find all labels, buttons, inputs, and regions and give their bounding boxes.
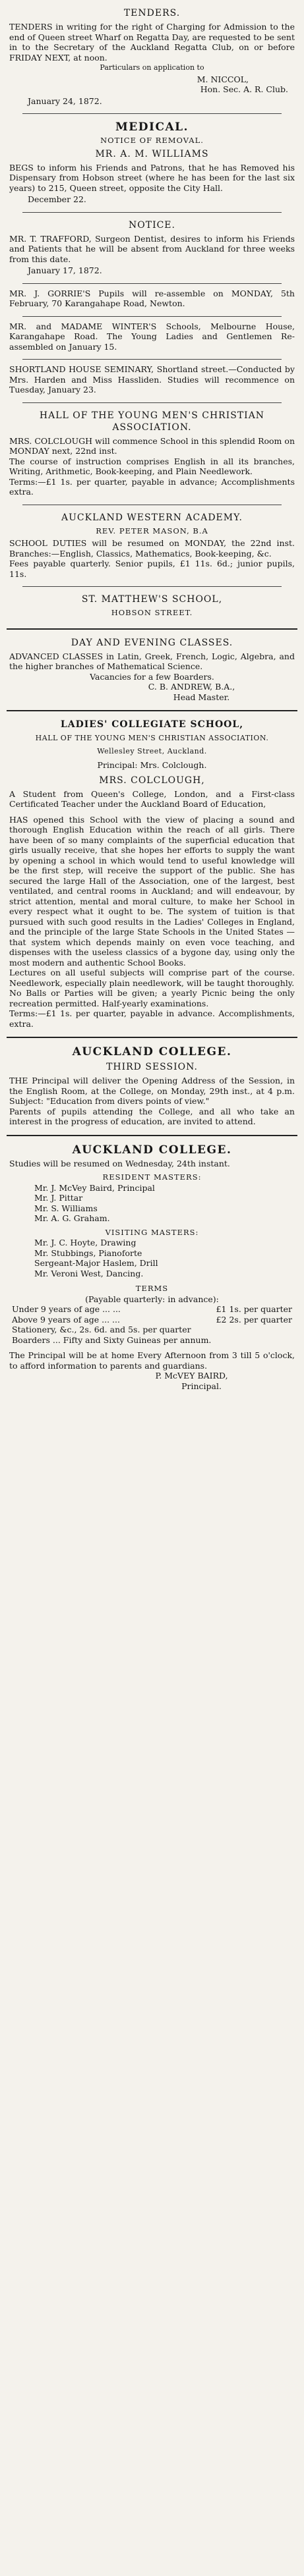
tenders-date: January 24, 1872. <box>28 96 102 106</box>
tenders-signer-title: Hon. Sec. A. R. Club. <box>200 84 288 94</box>
classes-boarders: Vacancies for a few Boarders. <box>90 671 214 682</box>
terms-row-value: £2 2s. per quarter <box>216 1314 292 1325</box>
divider <box>7 1037 297 1038</box>
ladies-intro: A Student from Queen's College, London, and a First-class Certificated Teacher under the Auckland Board of Education, <box>9 788 295 809</box>
medical-heading: MEDICAL. <box>115 121 189 134</box>
ymca-terms: Terms:—£1 1s. per quarter, payable in advance; Accomplishments extra. <box>9 476 295 497</box>
terms-heading: TERMS <box>135 1284 169 1293</box>
resident-master: Mr. J. Pittar <box>34 1193 83 1203</box>
ladies-balls: No Balls or Parties will be given; a yearly Picnic being the only recreation permitted. Half-yearly examinations. <box>9 988 295 1008</box>
visiting-master: Mr. Veroni West, Dancing. <box>34 1268 144 1278</box>
medical-subheading: NOTICE OF REMOVAL. <box>100 136 204 145</box>
terms-row-label: Above 9 years of age ... ... <box>12 1314 120 1325</box>
gorrie-notice <box>7 287 297 313</box>
divider <box>22 316 282 317</box>
ladies-lectures: Lectures on all useful subjects will comprise part of the course. Needlework, especially plain needlework, will be taught thoroughly. <box>9 968 295 988</box>
visiting-master: Mr. J. C. Hoyte, Drawing <box>34 1238 137 1247</box>
terms-row-value: £1 1s. per quarter <box>216 1304 292 1314</box>
ymca-heading: HALL OF THE YOUNG MEN'S CHRISTIAN ASSOCIATION. <box>39 410 265 433</box>
medical-body: BEGS to inform his Friends and Patrons, that he has Removed his Dispensary from Hobson street (where he has been for the last six years) to 215, Queen street, opposite the City Hall. <box>9 162 295 193</box>
gorrie-body: MR. J. GORRIE'S Pupils will re-assemble on MONDAY, 5th February, 70 Karangahape Road, Newton. <box>9 288 295 308</box>
college-closing: The Principal will be at home Every Afternoon from 3 till 5 o'clock, to afford information to parents and guardians. <box>9 1350 295 1371</box>
newspaper-column <box>7 0 297 1395</box>
college-signer-title: Principal. <box>181 1381 222 1391</box>
visiting-masters-heading: VISITING MASTERS: <box>105 1227 199 1237</box>
western-heading: AUCKLAND WESTERN ACADEMY. <box>61 512 243 523</box>
resident-master: Mr. J. McVey Baird, Principal <box>34 1182 155 1193</box>
terms-row-label: Under 9 years of age ... ... <box>12 1304 121 1314</box>
resident-master: Mr. S. Williams <box>34 1203 98 1213</box>
college-session-body: THE Principal will deliver the Opening Address of the Session, in the English Room, at the College, on Monday, 29th inst., at 4 p.m. Subject: "Education from divers points of view." <box>9 1076 295 1106</box>
tenders-notice <box>7 4 297 110</box>
tenders-heading: TENDERS. <box>123 8 181 18</box>
college-signer: P. McVEY BAIRD, <box>155 1371 228 1381</box>
medical-date: December 22. <box>28 194 86 204</box>
medical-notice <box>7 117 297 209</box>
tenders-particulars: Particulars on application to <box>100 63 204 72</box>
western-academy-notice <box>7 508 297 584</box>
terms-row <box>9 1304 295 1315</box>
ladies-body: HAS opened this School with the view of placing a sound and thorough English Education within the reach of all girls. There have been of so many complaints of the superficial education that girls usually receive, that she hopes her efforts to supply the want by opening a school in which would tend to useful knowledge will be the first step, will receive the support of the public. She has secured the large Hall of the Association, one of the largest, best ventilated, and central rooms in Auckland; and will endeavour, by strict attention, mental and moral culture, to make her School in every respect what it ought to be. The system of tuition is that pursued with such good results in the Ladies' Colleges in England, and the principle of the large State Schools in the United States —that system which depends mainly on even voce teaching, and dispenses with the useless classics of a bygone day, using only the most modern and authentic School Books. <box>9 814 295 968</box>
terms-boarders: Boarders ... Fifty and Sixty Guineas per annum. <box>12 1334 212 1345</box>
western-subheading: REV. PETER MASON, B.A <box>96 526 208 535</box>
ladies-name: MRS. COLCLOUGH, <box>99 775 205 786</box>
ladies-terms: Terms:—£1 1s. per quarter, payable in advance. Accomplishments, extra. <box>9 1008 295 1029</box>
classes-notice <box>7 634 297 707</box>
ladies-school-notice <box>7 715 297 1033</box>
notice-date: January 17, 1872. <box>28 265 102 275</box>
ladies-address: Wellesley Street, Auckland. <box>97 746 207 755</box>
ladies-subheading: HALL OF THE YOUNG MEN'S CHRISTIAN ASSOCIATION. <box>35 734 269 742</box>
college-session-notice <box>7 1042 297 1131</box>
winter-notice <box>7 320 297 356</box>
stmatthew-subheading: HOBSON STREET. <box>111 608 193 617</box>
divider <box>7 628 297 630</box>
classes-heading: DAY AND EVENING CLASSES. <box>71 637 233 648</box>
college-session-subheading: THIRD SESSION. <box>106 1062 198 1072</box>
ladies-principal: Principal: Mrs. Colclough. <box>97 760 207 770</box>
resident-masters-heading: RESIDENT MASTERS: <box>102 1172 202 1182</box>
terms-row <box>9 1315 295 1325</box>
visiting-master: Mr. Stubbings, Pianoforte <box>34 1247 142 1258</box>
divider <box>22 402 282 403</box>
ladies-heading: LADIES' COLLEGIATE SCHOOL, <box>60 719 244 730</box>
ymca-course: The course of instruction comprises English in all its branches, Writing, Arithmetic, Book-keeping, and Plain Needlework. <box>9 456 295 476</box>
notice-heading: NOTICE. <box>129 219 175 231</box>
medical-name: MR. A. M. WILLIAMS <box>95 148 209 159</box>
divider <box>22 113 282 114</box>
shortland-body: SHORTLAND HOUSE SEMINARY, Shortland street.—Conducted by Mrs. Harden and Miss Hassliden. Studies will recommence on Tuesday, January 23. <box>9 364 295 395</box>
western-fees: Fees payable quarterly. Senior pupils, £1 11s. 6d.; junior pupils, 11s. <box>9 559 295 579</box>
ymca-school-notice <box>7 406 297 501</box>
tenders-body: TENDERS in writing for the right of Charging for Admission to the end of Queen street Wharf on Regatta Day, are requested to be sent in to the Secretary of the Auckland Regatta Club, on or before FRIDAY NEXT, at noon. <box>9 22 295 63</box>
notice-body: MR. T. TRAFFORD, Surgeon Dentist, desires to inform his Friends and Patients that he will be absent from Auckland for three weeks from this date. <box>9 233 295 264</box>
ymca-body: MRS. COLCLOUGH will commence School in this splendid Room on MONDAY next, 22nd inst. <box>9 435 295 456</box>
college-studies-heading: AUCKLAND COLLEGE. <box>72 1143 232 1157</box>
divider <box>22 359 282 360</box>
classes-body: ADVANCED CLASSES in Latin, Greek, French, Logic, Algebra, and the higher branches of Mathematical Science. <box>9 651 295 671</box>
stmatthew-notice <box>7 590 297 624</box>
western-body: SCHOOL DUTIES will be resumed on MONDAY, the 22nd inst. Branches:—English, Classics, Mathematics, Book-keeping, &c. <box>9 538 295 559</box>
classes-signer-title: Head Master. <box>173 692 230 702</box>
college-session-heading: AUCKLAND COLLEGE. <box>72 1045 232 1058</box>
terms-stationery: Stationery, &c., 2s. 6d. and 5s. per quarter <box>12 1325 191 1334</box>
winter-body: MR. and MADAME WINTER'S Schools, Melbourne House, Karangahape Road. The Young Ladies and Gentlemen Re-assembled on January 15. <box>9 321 295 352</box>
divider <box>22 283 282 284</box>
divider <box>22 586 282 587</box>
stmatthew-heading: ST. MATTHEW'S SCHOOL, <box>81 594 223 605</box>
tenders-signer: M. NICCOL, <box>197 74 249 84</box>
college-studies-body: Studies will be resumed on Wednesday, 24th instant. <box>9 1158 230 1168</box>
divider <box>22 212 282 213</box>
classes-signer: C. B. ANDREW, B.A., <box>148 682 235 692</box>
college-studies-notice <box>7 1140 297 1396</box>
resident-master: Mr. A. G. Graham. <box>34 1213 110 1223</box>
college-session-parents: Parents of pupils attending the College, and all who take an interest in the progress of education, are invited to attend. <box>9 1106 295 1126</box>
visiting-master: Sergeant-Major Haslem, Drill <box>34 1258 158 1268</box>
divider <box>7 1135 297 1136</box>
trafford-notice <box>7 216 297 280</box>
divider <box>7 710 297 711</box>
terms-subheading: (Payable quarterly: in advance): <box>85 1294 219 1304</box>
shortland-notice <box>7 363 297 399</box>
